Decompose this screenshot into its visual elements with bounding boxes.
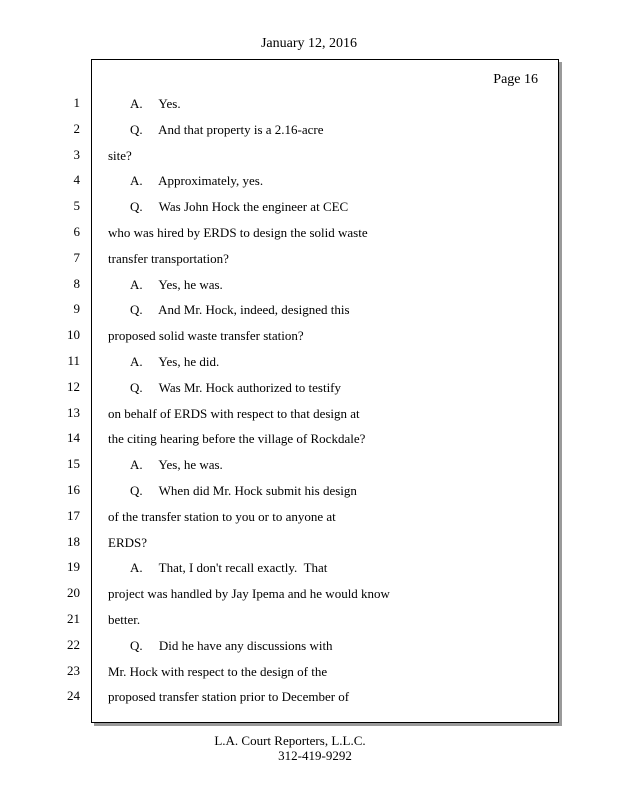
line-number: 24 [67,688,80,704]
footer-phone: 312-419-9292 [278,748,352,763]
transcript-line: ERDS? [108,534,147,550]
footer-company: L.A. Court Reporters, L.L.C. [214,733,366,748]
line-number: 17 [67,507,80,523]
line-number: 14 [67,430,80,446]
transcript-line: the citing hearing before the village of Rockdale? [108,431,366,447]
transcript-page [91,59,559,723]
header-date: January 12, 2016 [260,36,358,51]
transcript-line: of the transfer station to you or to anyone at [108,508,336,524]
line-number: 19 [67,559,80,575]
line-number: 18 [67,533,80,549]
transcript-line: Q. Did he have any discussions with [130,637,333,653]
line-number: 5 [73,198,80,214]
transcript-line: A. Yes. [130,96,181,111]
transcript-line: on behalf of ERDS with respect to that design at [108,405,360,421]
transcript-line: A. Approximately, yes. [130,173,264,189]
transcript-line: Q. Was John Hock the engineer at CEC [130,199,349,215]
line-number: 6 [73,224,80,239]
transcript-line: A. Yes, he did. [130,354,220,369]
line-number: 23 [67,662,80,678]
line-number: 7 [73,249,80,265]
transcript-line: proposed transfer station prior to December of [108,689,350,705]
line-number: 3 [73,146,80,162]
transcript-line: site? [108,147,132,163]
line-number: 10 [67,327,80,343]
line-number: 22 [67,636,80,652]
transcript-line: who was hired by ERDS to design the solid waste [108,225,368,240]
transcript-line: Mr. Hock with respect to the design of the [108,663,328,679]
line-number: 16 [67,482,80,497]
transcript-line: A. That, I don't recall exactly. That [130,560,328,576]
line-number: 13 [67,404,80,420]
transcript-line: project was handled by Jay Ipema and he would know [108,586,390,602]
transcript-line: better. [108,612,141,627]
transcript-line: Q. Was Mr. Hock authorized to testify [130,379,342,395]
transcript-line: proposed solid waste transfer station? [108,328,304,344]
line-number: 2 [73,120,80,136]
line-number: 21 [67,611,80,626]
line-number: 15 [67,456,80,472]
line-number: 12 [67,378,80,394]
line-number: 11 [67,353,80,368]
line-number: 8 [73,275,80,291]
transcript-line: Q. When did Mr. Hock submit his design [130,483,357,498]
line-number: 1 [73,95,80,110]
transcript-line: A. Yes, he was. [130,457,223,473]
transcript-line: Q. And Mr. Hock, indeed, designed this [130,302,350,318]
transcript-line: transfer transportation? [108,250,229,266]
transcript-line: Q. And that property is a 2.16-acre [130,121,324,137]
transcript-line: A. Yes, he was. [130,276,223,292]
page-number: Page 16 [493,72,538,87]
line-number: 9 [73,301,80,317]
line-number: 4 [73,172,80,188]
line-number: 20 [67,585,80,601]
